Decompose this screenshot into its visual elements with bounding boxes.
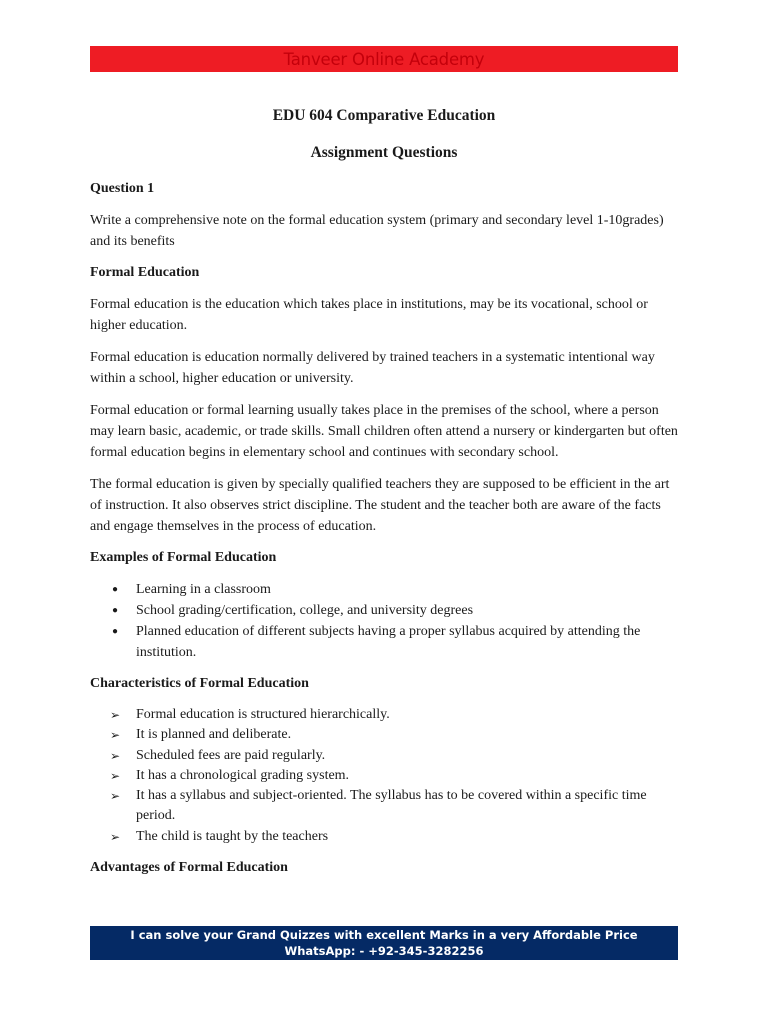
disc-bullet-icon: ● bbox=[112, 626, 119, 637]
document-body bbox=[90, 106, 678, 889]
list-item bbox=[90, 766, 678, 786]
list-item bbox=[90, 746, 678, 766]
disc-bullet-icon: ● bbox=[112, 584, 119, 595]
advantages-heading: Advantages of Formal Education bbox=[90, 860, 288, 876]
list-item-text: It has a syllabus and subject-oriented. The syllabus has to be covered within a specific time period. bbox=[136, 788, 647, 824]
list-item-text: Planned education of different subjects having a proper syllabus acquired by attending the institution. bbox=[136, 624, 641, 660]
list-item bbox=[90, 705, 678, 725]
paragraph: Formal education is education normally delivered by trained teachers in a systematic intentional way within a school, higher education or university. bbox=[90, 350, 655, 386]
list-item bbox=[90, 621, 678, 663]
question-text: Write a comprehensive note on the formal education system (primary and secondary level 1-10grades) and its benefits bbox=[90, 213, 664, 249]
arrowhead-bullet-icon: ➢ bbox=[110, 768, 121, 783]
list-item bbox=[90, 786, 678, 827]
paragraph: Formal education or formal learning usually takes place in the premises of the school, where a person may learn basic, academic, or trade skills. Small children often attend a nursery or kindergarten but often formal education begins in elementary school and continues with secondary school. bbox=[90, 403, 678, 460]
disc-bullet-icon: ● bbox=[112, 605, 119, 616]
footer-whatsapp-text: WhatsApp: - +92-345-3282256 bbox=[284, 944, 484, 958]
list-item-text: The child is taught by the teachers bbox=[136, 828, 329, 844]
list-item-text: Scheduled fees are paid regularly. bbox=[136, 747, 326, 763]
examples-list bbox=[90, 579, 678, 663]
question-label: Question 1 bbox=[90, 181, 155, 196]
arrowhead-bullet-icon: ➢ bbox=[110, 789, 121, 804]
characteristics-heading: Characteristics of Formal Education bbox=[90, 676, 309, 691]
list-item-text: Formal education is structured hierarchically. bbox=[136, 707, 390, 722]
characteristics-list bbox=[90, 705, 678, 847]
list-item bbox=[90, 725, 678, 745]
formal-education-heading: Formal Education bbox=[90, 265, 200, 280]
paragraph: Formal education is the education which takes place in institutions, may be its vocational, school or higher education. bbox=[90, 297, 648, 333]
footer-banner bbox=[90, 926, 678, 960]
arrowhead-bullet-icon: ➢ bbox=[110, 708, 121, 722]
list-item bbox=[90, 600, 678, 621]
list-item bbox=[90, 827, 678, 847]
paragraph: The formal education is given by specially qualified teachers they are supposed to be efficient in the art of instruction. It also observes strict discipline. The student and the teacher both are aware of the facts and engage themselves in the process of education. bbox=[90, 477, 670, 534]
arrowhead-bullet-icon: ➢ bbox=[110, 748, 121, 763]
header-banner bbox=[90, 46, 678, 72]
banner-title: Tanveer Online Academy bbox=[283, 49, 485, 69]
footer-promo-text: I can solve your Grand Quizzes with excellent Marks in a very Affordable Price bbox=[130, 928, 638, 942]
list-item-text: It is planned and deliberate. bbox=[136, 727, 292, 743]
examples-heading: Examples of Formal Education bbox=[90, 550, 277, 565]
list-item bbox=[90, 579, 678, 600]
arrowhead-bullet-icon: ➢ bbox=[110, 829, 121, 844]
list-item-text: It has a chronological grading system. bbox=[136, 767, 350, 783]
course-title: EDU 604 Comparative Education bbox=[272, 107, 496, 124]
assignment-subtitle: Assignment Questions bbox=[310, 144, 458, 161]
list-item-text: School grading/certification, college, and university degrees bbox=[136, 603, 474, 618]
arrowhead-bullet-icon: ➢ bbox=[110, 728, 121, 743]
list-item-text: Learning in a classroom bbox=[136, 582, 271, 597]
